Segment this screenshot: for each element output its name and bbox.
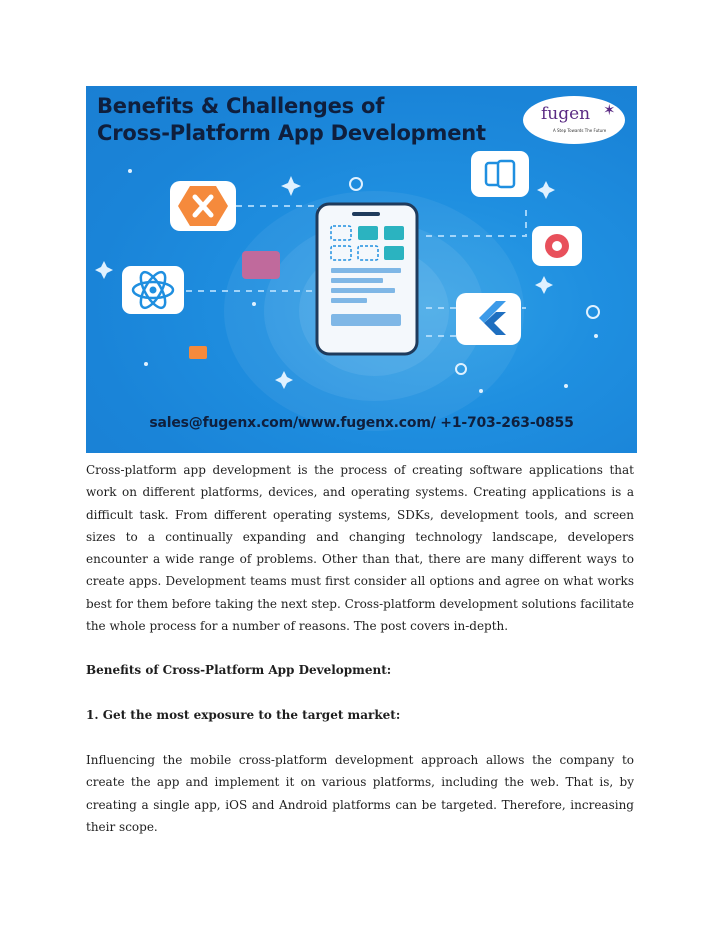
point1-heading: 1. Get the most exposure to the target market:	[86, 708, 401, 722]
devices-icon	[471, 151, 529, 197]
logo-name: fugen	[541, 104, 591, 124]
camera-icon	[532, 226, 582, 266]
banner-contact: sales@fugenx.com/www.fugenx.com/ +1-703-263-0855	[149, 415, 574, 431]
banner-title	[97, 93, 486, 147]
sparkle-icon	[281, 176, 301, 196]
banner-title-line1: Benefits & Challenges of	[97, 94, 385, 118]
tile-pink	[242, 251, 280, 279]
sparkle-icon	[537, 181, 555, 199]
banner-title-line2: Cross-Platform App Development	[97, 121, 486, 145]
logo-figure-icon: ✶	[603, 101, 616, 119]
point1-paragraph: Influencing the mobile cross-platform development approach allows the company to create the app and implement it on various platforms, including the web. That is, by creating a single app, iOS and Android platforms can be targeted. Therefore, increasing their scope.	[86, 753, 634, 834]
flutter-icon	[456, 293, 521, 345]
benefits-heading: Benefits of Cross-Platform App Development:	[86, 663, 392, 677]
intro-paragraph: Cross-platform app development is the process of creating software applications that work on different platforms, devices, and operating systems. Creating applications is a difficult task. From different operating systems, SDKs, development tools, and screen sizes to a continually expanding and changing technology landscape, developers encounter a wide range of problems. Other than that, there are many different ways to create apps. Development teams must first consider all options and agree on what works best for them before taking the next step. Cross-platform development solutions facilitate the whole process for a number of reasons. The post covers in-depth.	[86, 463, 634, 634]
sparkle-icon	[535, 276, 553, 294]
tile-orange	[189, 346, 207, 359]
fugenx-logo	[523, 96, 625, 144]
hero-banner	[86, 86, 637, 453]
xamarin-icon	[170, 181, 236, 231]
logo-tagline: A Step Towards The Future	[553, 128, 607, 133]
smartphone-icon	[317, 204, 417, 354]
sparkle-icon	[95, 261, 113, 279]
react-icon	[122, 266, 184, 314]
